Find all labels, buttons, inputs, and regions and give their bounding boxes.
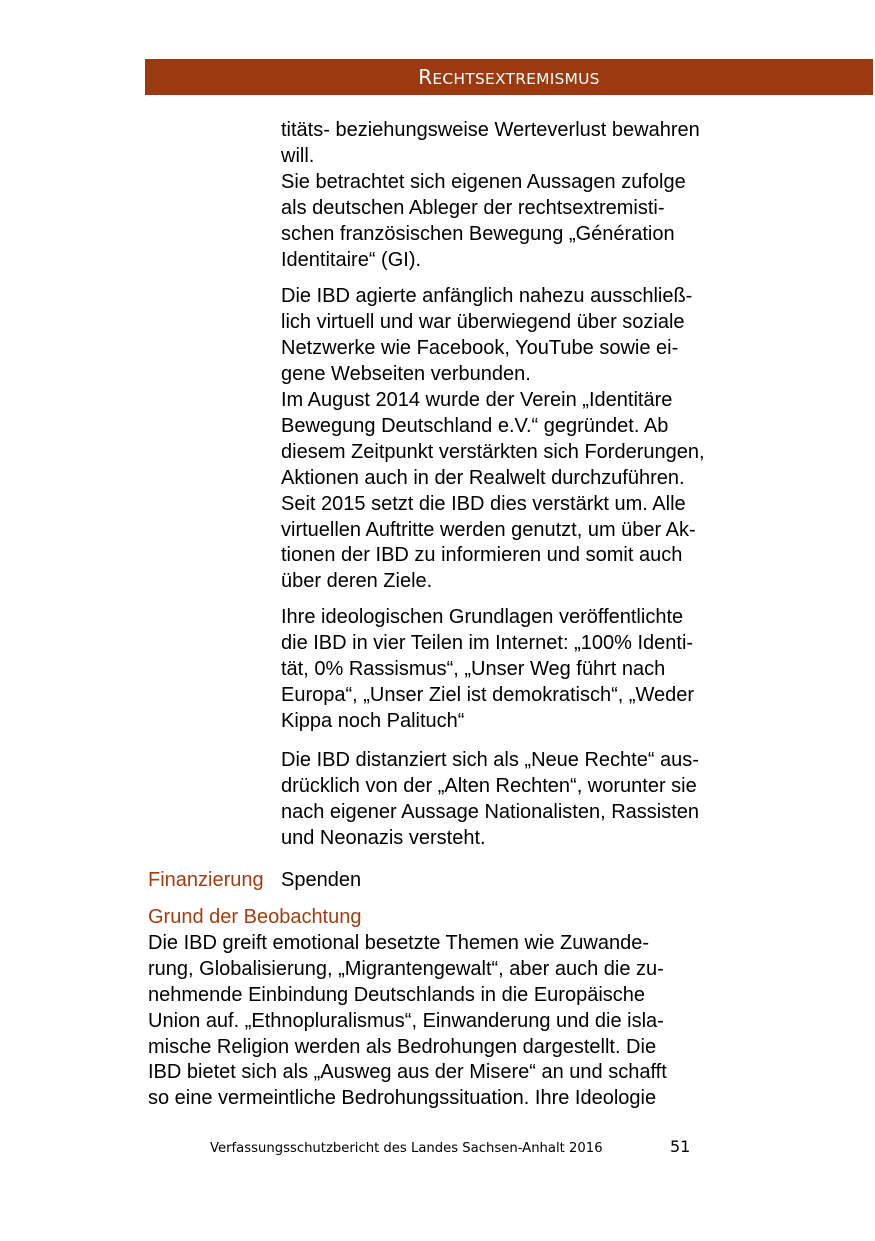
paragraph-generation-identitaire: Sie betrachtet sich eigenen Aussagen zufolge als deutschen Ableger der rechtsextremisti- schen französischen Bewegung „Génération Identitaire“ (GI). — [281, 171, 686, 271]
paragraph-virtual-activity: Die IBD agierte anfänglich nahezu ausschließ- lich virtuell und war überwiegend über soziale Netzwerke wie Facebook, YouTube sowie ei- gene Webseiten verbunden. — [281, 285, 693, 385]
section-header-bar — [145, 59, 873, 95]
financing-label: Finanzierung — [148, 869, 264, 891]
footer-report-title: Verfassungsschutzbericht des Landes Sachsen-Anhalt 2016 — [210, 1141, 603, 1156]
paragraph-new-right: Die IBD distanziert sich als „Neue Rechte“ aus- drücklich von der „Alten Rechten“, worunter sie nach eigener Aussage Nationalisten, Rassisten und Neonazis versteht. — [281, 749, 700, 849]
paragraph-ideological-foundations: Ihre ideologischen Grundlagen veröffentlichte die IBD in vier Teilen im Internet: „100% Identi- tät, 0% Rassismus“, „Unser Weg führt nach Europa“, „Unser Ziel ist demokratisch“, „Weder Kippa noch Palituch“ — [281, 606, 695, 732]
observation-section: Grund der Beobachtung Die IBD greift emotional besetzte Themen wie Zuwande- rung, Globalisierung, „Migrantengewalt“, aber auch die zu- nehmende Einbindung Deutschlands in die Europäische Union auf. „Ethnopluralismus“, Einwanderung und die isla- mische Religion werden als Bedrohungen dargestellt. Die IBD bietet sich als „Ausweg aus der Misere“ an und schafft so eine vermeintliche Bedrohungssituation. Ihre Ideologie — [148, 905, 778, 1112]
paragraph-association-founding: Im August 2014 wurde der Verein „Identitäre Bewegung Deutschland e.V.“ gegründet. Ab diesem Zeitpunkt verstärkten sich Forderungen, Aktionen auch in der Realwelt durchzuführen. Seit 2015 setzt die IBD dies verstärkt um. Alle virtuellen Auftritte werden genutzt, um über Ak- tionen der IBD zu informieren und somit auch über deren Ziele. — [281, 389, 705, 593]
observation-heading: Grund der Beobachtung — [148, 906, 362, 928]
paragraph-identity-loss: titäts- beziehungsweise Werteverlust bewahren will. — [281, 119, 700, 167]
financing-value: Spenden — [281, 869, 362, 891]
section-title: RECHTSEXTREMISMUS — [418, 64, 600, 89]
page-number: 51 — [670, 1137, 691, 1156]
